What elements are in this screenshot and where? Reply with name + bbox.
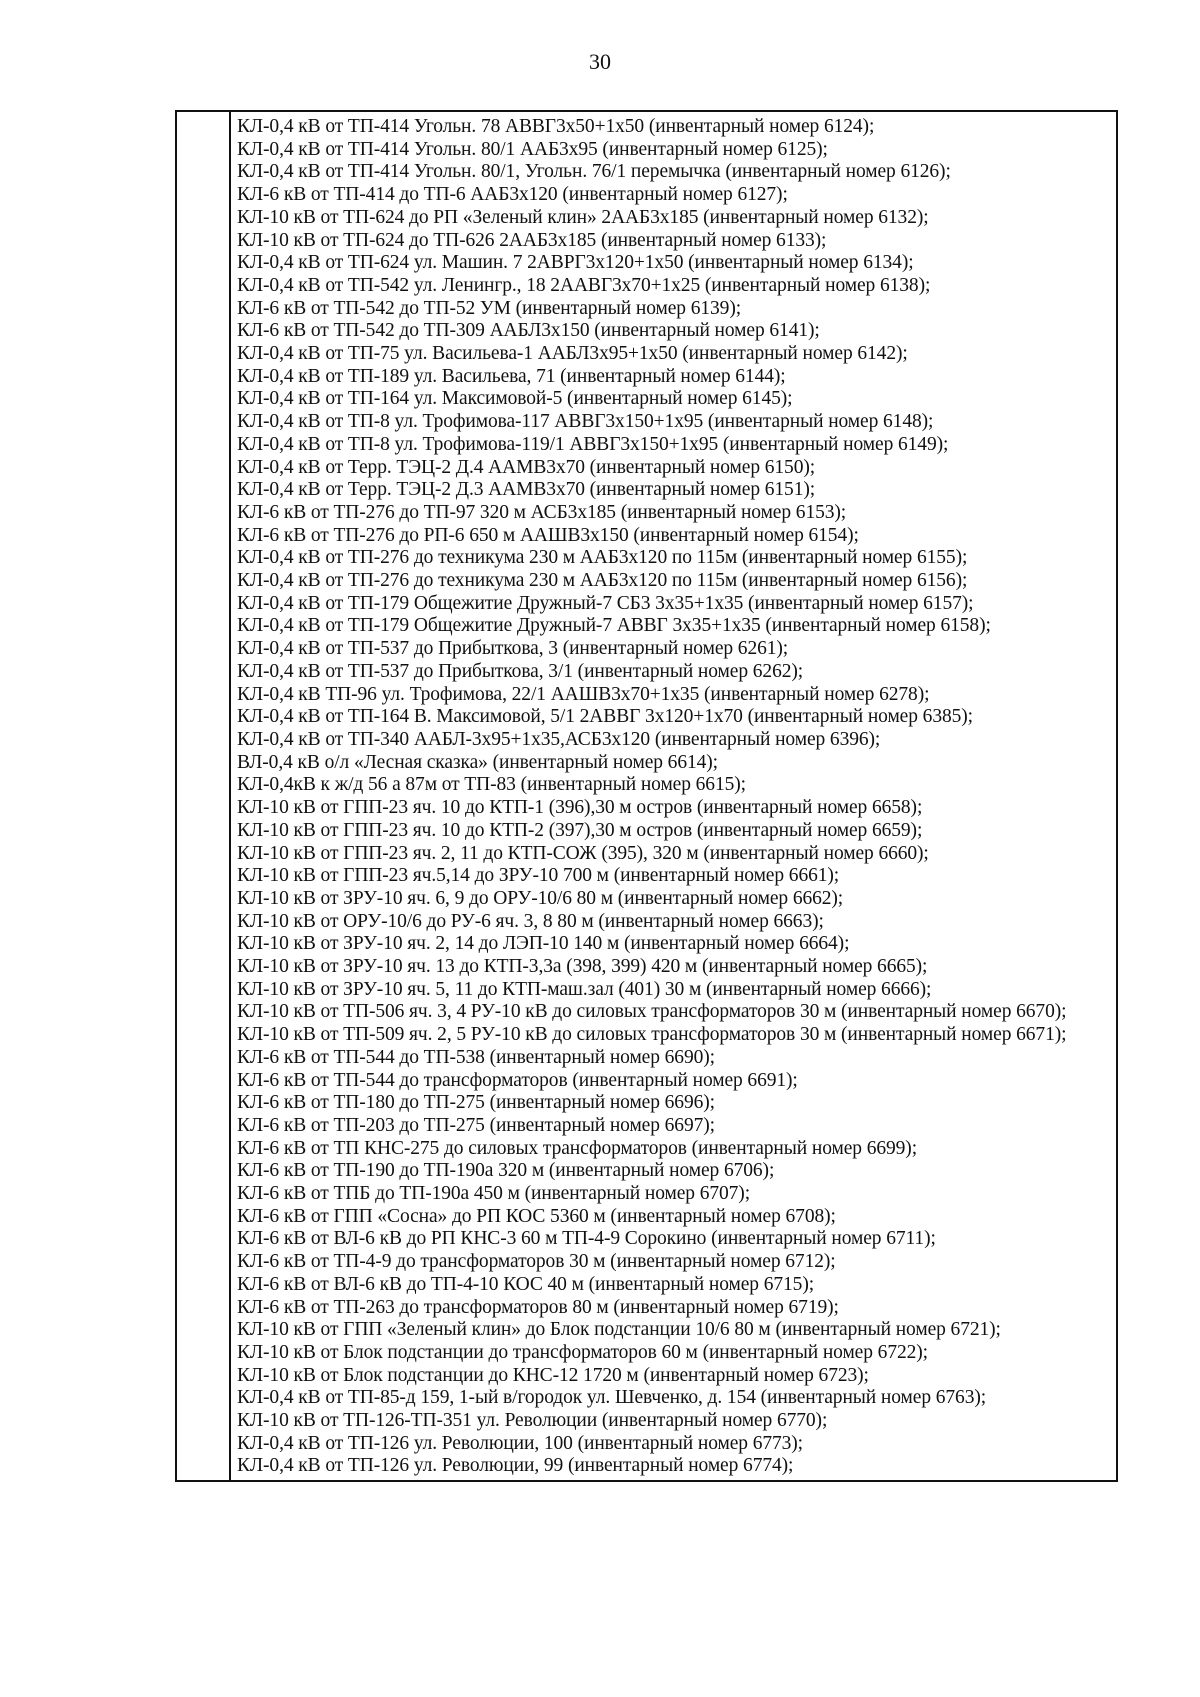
list-item: ВЛ-0,4 кВ о/л «Лесная сказка» (инвентарный номер 6614); <box>237 751 718 773</box>
list-item: КЛ-0,4 кВ от ТП-542 ул. Ленингр., 18 2ААВГ3х70+1х25 (инвентарный номер 6138); <box>237 274 931 296</box>
list-item: КЛ-6 кВ от ВЛ-6 кВ до РП КНС-3 60 м ТП-4-9 Сорокино (инвентарный номер 6711); <box>237 1228 936 1250</box>
list-item: КЛ-10 кВ от ЗРУ-10 яч. 13 до КТП-3,3а (398, 399) 420 м (инвентарный номер 6665); <box>237 956 928 978</box>
list-item: КЛ-0,4 кВ от ТП-126 ул. Революции, 99 (инвентарный номер 6774); <box>237 1455 794 1477</box>
table-left-column <box>177 112 231 1480</box>
list-item: КЛ-10 кВ от ОРУ-10/6 до РУ-6 яч. 3, 8 80 м (инвентарный номер 6663); <box>237 910 824 932</box>
list-item: КЛ-0,4 кВ от ТП-414 Угольн. 78 АВВГ3х50+1х50 (инвентарный номер 6124); <box>237 116 875 137</box>
list-item: КЛ-0,4 кВ от ТП-276 до техникума 230 м ААБ3х120 по 115м (инвентарный номер 6155); <box>237 547 968 569</box>
list-item: КЛ-6 кВ от ВЛ-6 кВ до ТП-4-10 КОС 40 м (инвентарный номер 6715); <box>237 1273 815 1295</box>
document-table <box>175 110 1118 1482</box>
list-item: КЛ-10 кВ от ЗРУ-10 яч. 5, 11 до КТП-маш.зал (401) 30 м (инвентарный номер 6666); <box>237 978 932 1000</box>
list-item: КЛ-10 кВ от ЗРУ-10 яч. 2, 14 до ЛЭП-10 140 м (инвентарный номер 6664); <box>237 933 850 955</box>
list-item: КЛ-6 кВ от ГПП «Сосна» до РП КОС 5360 м (инвентарный номер 6708); <box>237 1205 836 1227</box>
list-item: КЛ-10 кВ от ТП-624 до ТП-626 2ААБ3х185 (инвентарный номер 6133); <box>237 229 827 251</box>
list-item: КЛ-10 кВ от ТП-624 до РП «Зеленый клин» 2ААБ3х185 (инвентарный номер 6132); <box>237 206 929 228</box>
list-item: КЛ-0,4 кВ от ТП-179 Общежитие Дружный-7 АВВГ 3х35+1х35 (инвентарный номер 6158); <box>237 615 991 637</box>
list-item: КЛ-0,4 кВ от Терр. ТЭЦ-2 Д.4 ААМВ3х70 (инвентарный номер 6150); <box>237 456 816 478</box>
list-item: КЛ-10 кВ от ТП-509 яч. 2, 5 РУ-10 кВ до силовых трансформаторов 30 м (инвентарный номер 6671); <box>237 1024 1067 1046</box>
list-item: КЛ-0,4 кВ от ТП-414 Угольн. 80/1 ААБ3х95 (инвентарный номер 6125); <box>237 138 828 160</box>
list-item: КЛ-0,4 кВ от ТП-189 ул. Васильева, 71 (инвентарный номер 6144); <box>237 365 786 387</box>
list-item: КЛ-10 кВ от Блок подстанции до КНС-12 1720 м (инвентарный номер 6723); <box>237 1364 869 1386</box>
list-item: КЛ-0,4 кВ от ТП-75 ул. Васильева-1 ААБЛ3х95+1х50 (инвентарный номер 6142); <box>237 343 908 365</box>
list-item: КЛ-10 кВ от ГПП «Зеленый клин» до Блок подстанции 10/6 80 м (инвентарный номер 6721); <box>237 1319 1001 1341</box>
list-item: КЛ-6 кВ от ТПБ до ТП-190а 450 м (инвентарный номер 6707); <box>237 1183 751 1205</box>
list-item: КЛ-6 кВ от ТП-542 до ТП-52 УМ (инвентарный номер 6139); <box>237 297 742 319</box>
list-item: КЛ-6 кВ от ТП-203 до ТП-275 (инвентарный номер 6697); <box>237 1114 715 1136</box>
list-item: КЛ-6 кВ от ТП-190 до ТП-190а 320 м (инвентарный номер 6706); <box>237 1160 775 1182</box>
list-item: КЛ-6 кВ от ТП-276 до РП-6 650 м ААШВ3х150 (инвентарный номер 6154); <box>237 524 859 546</box>
list-item: КЛ-0,4 кВ от ТП-85-д 159, 1-ый в/городок ул. Шевченко, д. 154 (инвентарный номер 6763); <box>237 1387 987 1409</box>
list-item: КЛ-10 кВ от ТП-506 яч. 3, 4 РУ-10 кВ до силовых трансформаторов 30 м (инвентарный номер 6670); <box>237 1001 1067 1023</box>
list-item: КЛ-0,4 кВ от ТП-537 до Прибыткова, 3/1 (инвентарный номер 6262); <box>237 660 804 682</box>
list-item: КЛ-0,4кВ к ж/д 56 а 87м от ТП-83 (инвентарный номер 6615); <box>237 774 746 796</box>
list-item: КЛ-10 кВ от Блок подстанции до трансформаторов 60 м (инвентарный номер 6722); <box>237 1341 928 1363</box>
list-item: КЛ-10 кВ от ЗРУ-10 яч. 6, 9 до ОРУ-10/6 80 м (инвентарный номер 6662); <box>237 887 844 909</box>
list-item: КЛ-0,4 кВ от ТП-8 ул. Трофимова-117 АВВГ3х150+1х95 (инвентарный номер 6148); <box>237 411 934 433</box>
list-item: КЛ-6 кВ от ТП-276 до ТП-97 320 м АСБ3х185 (инвентарный номер 6153); <box>237 501 847 523</box>
page-number: 30 <box>589 49 611 74</box>
list-item: КЛ-0,4 кВ от ТП-179 Общежитие Дружный-7 СБ3 3х35+1х35 (инвентарный номер 6157); <box>237 592 974 614</box>
list-item: КЛ-6 кВ от ТП-544 до ТП-538 (инвентарный номер 6690); <box>237 1046 715 1068</box>
list-item: КЛ-6 кВ от ТП КНС-275 до силовых трансформаторов (инвентарный номер 6699); <box>237 1137 918 1159</box>
list-item: КЛ-0,4 кВ от ТП-414 Угольн. 80/1, Угольн. 76/1 перемычка (инвентарный номер 6126); <box>237 161 951 183</box>
list-item: КЛ-6 кВ от ТП-4-9 до трансформаторов 30 м (инвентарный номер 6712); <box>237 1251 836 1273</box>
list-item: КЛ-0,4 кВ от ТП-8 ул. Трофимова-119/1 АВВГ3х150+1х95 (инвентарный номер 6149); <box>237 433 949 455</box>
list-item: КЛ-10 кВ от ГПП-23 яч. 10 до КТП-1 (396),30 м остров (инвентарный номер 6658); <box>237 797 923 819</box>
list-item: КЛ-0,4 кВ от ТП-276 до техникума 230 м ААБ3х120 по 115м (инвентарный номер 6156); <box>237 570 968 592</box>
list-item: КЛ-0,4 кВ от ТП-164 В. Максимовой, 5/1 2АВВГ 3х120+1х70 (инвентарный номер 6385); <box>237 706 973 728</box>
list-item: КЛ-0,4 кВ от ТП-340 ААБЛ-3х95+1х35,АСБ3х120 (инвентарный номер 6396); <box>237 728 881 750</box>
list-item: КЛ-6 кВ от ТП-542 до ТП-309 ААБЛ3х150 (инвентарный номер 6141); <box>237 320 820 342</box>
list-item: КЛ-6 кВ от ТП-180 до ТП-275 (инвентарный номер 6696); <box>237 1092 715 1114</box>
list-item: КЛ-6 кВ от ТП-544 до трансформаторов (инвентарный номер 6691); <box>237 1069 798 1091</box>
list-item: КЛ-10 кВ от ГПП-23 яч. 10 до КТП-2 (397),30 м остров (инвентарный номер 6659); <box>237 819 923 841</box>
list-item: КЛ-6 кВ от ТП-414 до ТП-6 ААБ3х120 (инвентарный номер 6127); <box>237 184 788 206</box>
list-item: КЛ-0,4 кВ от ТП-126 ул. Революции, 100 (инвентарный номер 6773); <box>237 1432 804 1454</box>
list-item: КЛ-0,4 кВ от ТП-164 ул. Максимовой-5 (инвентарный номер 6145); <box>237 388 793 410</box>
list-item: КЛ-10 кВ от ТП-126-ТП-351 ул. Революции (инвентарный номер 6770); <box>237 1410 828 1432</box>
list-item: КЛ-10 кВ от ГПП-23 яч.5,14 до ЗРУ-10 700 м (инвентарный номер 6661); <box>237 865 840 887</box>
list-item: КЛ-0,4 кВ от Терр. ТЭЦ-2 Д.3 ААМВ3х70 (инвентарный номер 6151); <box>237 479 816 501</box>
list-item: КЛ-0,4 кВ ТП-96 ул. Трофимова, 22/1 ААШВ3х70+1х35 (инвентарный номер 6278); <box>237 683 930 705</box>
table-entries-column <box>237 116 1112 1478</box>
list-item: КЛ-0,4 кВ от ТП-624 ул. Машин. 7 2АВРГ3х120+1х50 (инвентарный номер 6134); <box>237 252 914 274</box>
list-item: КЛ-10 кВ от ГПП-23 яч. 2, 11 до КТП-СОЖ (395), 320 м (инвентарный номер 6660); <box>237 842 929 864</box>
list-item: КЛ-0,4 кВ от ТП-537 до Прибыткова, 3 (инвентарный номер 6261); <box>237 638 789 660</box>
list-item: КЛ-6 кВ от ТП-263 до трансформаторов 80 м (инвентарный номер 6719); <box>237 1296 839 1318</box>
